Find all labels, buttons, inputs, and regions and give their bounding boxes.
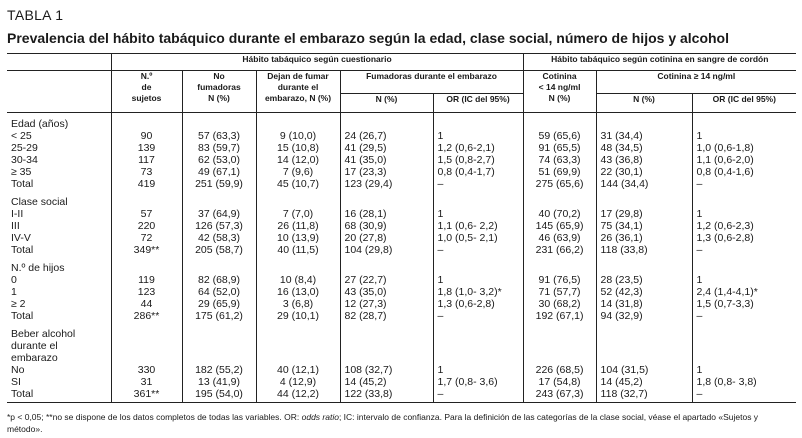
cell-cotinina-n: 144 (34,4) [596, 178, 692, 190]
header-cotinina-ge14: Cotinina ≥ 14 ng/ml [596, 71, 796, 94]
cell-cotinina-lt14: 243 (67,3) [523, 388, 596, 403]
cell-no-fumadoras: 42 (58,3) [182, 232, 256, 244]
row-label: III [11, 220, 20, 232]
cell-cotinina-or: – [692, 310, 796, 322]
table-row [7, 220, 796, 232]
cell-cotinina-n: 94 (32,9) [596, 310, 692, 322]
cell-cotinina-n: 22 (30,1) [596, 166, 692, 178]
row-label: 1 [11, 286, 17, 298]
cell-n-sujetos: 90 [111, 130, 182, 142]
cell-cotinina-lt14: 91 (65,5) [523, 142, 596, 154]
cell-fumadoras-n: 68 (30,9) [340, 220, 433, 232]
section-title: N.º de hijos [11, 262, 65, 274]
section-title-row [7, 340, 796, 352]
cell-cotinina-or: 1,3 (0,6-2,8) [692, 232, 796, 244]
cell-fumadoras-or: 1 [433, 208, 523, 220]
cell-n-sujetos: 286** [111, 310, 182, 322]
cell-fumadoras-or: 1 [433, 130, 523, 142]
cell-cotinina-lt14: 46 (63,9) [523, 232, 596, 244]
data-table [7, 53, 796, 403]
cell-no-fumadoras: 126 (57,3) [182, 220, 256, 232]
cell-cotinina-or: 1,2 (0,6-2,3) [692, 220, 796, 232]
table-row [7, 298, 796, 310]
table-footnote: *p < 0,05; **no se dispone de los datos completos de todas las variables. OR: odds ratio; IC: intervalo de confianza. Para la definición de las categorías de la clase social, véase el apartado «Sujetos y método». [7, 412, 759, 434]
table-row [7, 154, 796, 166]
table-row [7, 274, 796, 286]
cell-cotinina-or: – [692, 178, 796, 190]
cell-dejan-de-fumar: 40 (11,5) [256, 244, 340, 256]
table-row [7, 388, 796, 403]
cell-dejan-de-fumar: 26 (11,8) [256, 220, 340, 232]
cell-fumadoras-n: 17 (23,3) [340, 166, 433, 178]
cell-fumadoras-or: 1,7 (0,8- 3,6) [433, 376, 523, 388]
cell-dejan-de-fumar: 29 (10,1) [256, 310, 340, 322]
cell-n-sujetos: 119 [111, 274, 182, 286]
cell-dejan-de-fumar: 7 (9,6) [256, 166, 340, 178]
row-label: Total [11, 178, 34, 190]
cell-fumadoras-n: 12 (27,3) [340, 298, 433, 310]
table-label: TABLA 1 [7, 7, 64, 23]
cell-n-sujetos: 117 [111, 154, 182, 166]
cell-n-sujetos: 31 [111, 376, 182, 388]
row-label: 0 [11, 274, 17, 286]
table-row [7, 130, 796, 142]
cell-cotinina-or: 0,8 (0,4-1,6) [692, 166, 796, 178]
cell-dejan-de-fumar: 4 (12,9) [256, 376, 340, 388]
cell-fumadoras-or: – [433, 310, 523, 322]
cell-fumadoras-n: 27 (22,7) [340, 274, 433, 286]
row-label: Total [7, 388, 111, 403]
cell-fumadoras-or: 1 [433, 274, 523, 286]
header-blank [7, 54, 111, 71]
cell-cotinina-lt14: 275 (65,6) [523, 178, 596, 190]
cell-dejan-de-fumar: 9 (10,0) [256, 130, 340, 142]
cell-fumadoras-n: 16 (28,1) [340, 208, 433, 220]
cell-no-fumadoras: 251 (59,9) [182, 178, 256, 190]
cell-cotinina-lt14: 51 (69,9) [523, 166, 596, 178]
cell-cotinina-n: 31 (34,4) [596, 130, 692, 142]
table-row [7, 244, 796, 256]
header-no-fumadoras: No fumadoras N (%) [182, 71, 256, 113]
table-row [7, 232, 796, 244]
cell-dejan-de-fumar: 14 (12,0) [256, 154, 340, 166]
header-fumadoras-or: OR (IC del 95%) [433, 94, 523, 113]
row-label: I-II [11, 208, 24, 220]
cell-no-fumadoras: 205 (58,7) [182, 244, 256, 256]
cell-cotinina-n: 104 (31,5) [596, 364, 692, 376]
section-title: embarazo [11, 352, 58, 364]
cell-fumadoras-n: 122 (33,8) [340, 388, 433, 403]
header-dejan-de-fumar: Dejan de fumar durante el embarazo, N (%) [256, 71, 340, 113]
cell-fumadoras-or: 0,8 (0,4-1,7) [433, 166, 523, 178]
header-cotinina-lt14: Cotinina < 14 ng/ml N (%) [523, 71, 596, 113]
cell-cotinina-or: 1 [692, 364, 796, 376]
cell-fumadoras-or: 1,3 (0,6-2,8) [433, 298, 523, 310]
cell-fumadoras-n: 24 (26,7) [340, 130, 433, 142]
section-title: Beber alcohol [11, 328, 76, 340]
cell-n-sujetos: 419 [111, 178, 182, 190]
cell-n-sujetos: 139 [111, 142, 182, 154]
cell-cotinina-lt14: 40 (70,2) [523, 208, 596, 220]
cell-fumadoras-or: 1,2 (0,6-2,1) [433, 142, 523, 154]
row-label: Total [11, 244, 34, 256]
table-row [7, 178, 796, 190]
cell-cotinina-or: – [692, 388, 796, 403]
cell-cotinina-or: 2,4 (1,4-4,1)* [692, 286, 796, 298]
cell-n-sujetos: 361** [111, 388, 182, 403]
cell-dejan-de-fumar: 45 (10,7) [256, 178, 340, 190]
row-label: IV-V [11, 232, 31, 244]
cell-cotinina-lt14: 30 (68,2) [523, 298, 596, 310]
cell-fumadoras-or: 1,0 (0,5- 2,1) [433, 232, 523, 244]
cell-cotinina-lt14: 226 (68,5) [523, 364, 596, 376]
cell-cotinina-n: 118 (32,7) [596, 388, 692, 403]
cell-cotinina-n: 52 (42,3) [596, 286, 692, 298]
cell-n-sujetos: 72 [111, 232, 182, 244]
cell-cotinina-n: 26 (36,1) [596, 232, 692, 244]
section-title: Clase social [11, 196, 68, 208]
cell-no-fumadoras: 37 (64,9) [182, 208, 256, 220]
row-label: ≥ 2 [11, 298, 26, 310]
cell-dejan-de-fumar: 16 (13,0) [256, 286, 340, 298]
cell-cotinina-lt14: 74 (63,3) [523, 154, 596, 166]
table-title: Prevalencia del hábito tabáquico durante el embarazo según la edad, clase social, número de hijos y alcohol [7, 30, 729, 46]
cell-no-fumadoras: 182 (55,2) [182, 364, 256, 376]
cell-n-sujetos: 73 [111, 166, 182, 178]
cell-cotinina-lt14: 91 (76,5) [523, 274, 596, 286]
table-row [7, 208, 796, 220]
cell-cotinina-n: 14 (31,8) [596, 298, 692, 310]
cell-n-sujetos: 349** [111, 244, 182, 256]
cell-dejan-de-fumar: 10 (13,9) [256, 232, 340, 244]
cell-cotinina-lt14: 17 (54,8) [523, 376, 596, 388]
header-group-cotinine: Hábito tabáquico según cotinina en sangre de cordón [523, 54, 796, 71]
table-body [7, 113, 796, 403]
cell-cotinina-n: 14 (45,2) [596, 376, 692, 388]
row-label: 30-34 [11, 154, 38, 166]
table-row [7, 364, 796, 376]
cell-n-sujetos: 330 [111, 364, 182, 376]
cell-fumadoras-n: 14 (45,2) [340, 376, 433, 388]
section-title-row [7, 352, 796, 364]
cell-cotinina-n: 17 (29,8) [596, 208, 692, 220]
table-row [7, 166, 796, 178]
cell-fumadoras-or: 1,5 (0,8-2,7) [433, 154, 523, 166]
cell-dejan-de-fumar: 44 (12,2) [256, 388, 340, 403]
cell-n-sujetos: 44 [111, 298, 182, 310]
cell-fumadoras-n: 108 (32,7) [340, 364, 433, 376]
header-fumadoras: Fumadoras durante el embarazo [340, 71, 523, 94]
cell-cotinina-lt14: 59 (65,6) [523, 130, 596, 142]
cell-cotinina-n: 43 (36,8) [596, 154, 692, 166]
row-label: ≥ 35 [11, 166, 32, 178]
row-label: Total [11, 310, 34, 322]
cell-no-fumadoras: 62 (53,0) [182, 154, 256, 166]
cell-cotinina-n: 48 (34,5) [596, 142, 692, 154]
cell-fumadoras-or: – [433, 388, 523, 403]
cell-no-fumadoras: 29 (65,9) [182, 298, 256, 310]
header-n-sujetos: N.º de sujetos [111, 71, 182, 113]
header-group-questionnaire: Hábito tabáquico según cuestionario [111, 54, 523, 71]
section-title: Edad (años) [7, 113, 111, 131]
cell-fumadoras-n: 82 (28,7) [340, 310, 433, 322]
table-row [7, 142, 796, 154]
cell-cotinina-or: 1 [692, 274, 796, 286]
cell-n-sujetos: 123 [111, 286, 182, 298]
cell-cotinina-or: 1,5 (0,7-3,3) [692, 298, 796, 310]
row-label: < 25 [11, 130, 32, 142]
cell-fumadoras-or: 1,1 (0,6- 2,2) [433, 220, 523, 232]
row-label: No [11, 364, 25, 376]
cell-dejan-de-fumar: 3 (6,8) [256, 298, 340, 310]
section-title: durante el [11, 340, 58, 352]
row-label: SI [11, 376, 21, 388]
cell-fumadoras-n: 104 (29,8) [340, 244, 433, 256]
header-cotinina-or: OR (IC del 95%) [692, 94, 796, 113]
cell-fumadoras-n: 123 (29,4) [340, 178, 433, 190]
cell-cotinina-or: 1 [692, 130, 796, 142]
cell-dejan-de-fumar: 10 (8,4) [256, 274, 340, 286]
cell-cotinina-n: 28 (23,5) [596, 274, 692, 286]
cell-fumadoras-or: 1,8 (1,0- 3,2)* [433, 286, 523, 298]
cell-no-fumadoras: 57 (63,3) [182, 130, 256, 142]
cell-dejan-de-fumar: 40 (12,1) [256, 364, 340, 376]
cell-cotinina-or: 1,8 (0,8- 3,8) [692, 376, 796, 388]
cell-dejan-de-fumar: 15 (10,8) [256, 142, 340, 154]
table-row [7, 286, 796, 298]
section-title-row [7, 328, 796, 340]
cell-cotinina-or: 1,1 (0,6-2,0) [692, 154, 796, 166]
section-title-row [7, 113, 796, 131]
header-fumadoras-n: N (%) [340, 94, 433, 113]
cell-no-fumadoras: 83 (59,7) [182, 142, 256, 154]
section-title-row [7, 196, 796, 208]
cell-cotinina-n: 118 (33,8) [596, 244, 692, 256]
cell-n-sujetos: 57 [111, 208, 182, 220]
cell-cotinina-lt14: 71 (57,7) [523, 286, 596, 298]
cell-fumadoras-n: 41 (35,0) [340, 154, 433, 166]
cell-fumadoras-n: 43 (35,0) [340, 286, 433, 298]
cell-n-sujetos: 220 [111, 220, 182, 232]
cell-cotinina-lt14: 192 (67,1) [523, 310, 596, 322]
cell-cotinina-lt14: 145 (65,9) [523, 220, 596, 232]
cell-no-fumadoras: 64 (52,0) [182, 286, 256, 298]
cell-no-fumadoras: 13 (41,9) [182, 376, 256, 388]
cell-cotinina-or: – [692, 244, 796, 256]
cell-no-fumadoras: 82 (68,9) [182, 274, 256, 286]
cell-fumadoras-or: 1 [433, 364, 523, 376]
cell-dejan-de-fumar: 7 (7,0) [256, 208, 340, 220]
cell-cotinina-lt14: 231 (66,2) [523, 244, 596, 256]
cell-fumadoras-or: – [433, 244, 523, 256]
table-row [7, 376, 796, 388]
cell-fumadoras-n: 41 (29,5) [340, 142, 433, 154]
cell-no-fumadoras: 49 (67,1) [182, 166, 256, 178]
cell-no-fumadoras: 175 (61,2) [182, 310, 256, 322]
cell-cotinina-or: 1,0 (0,6-1,8) [692, 142, 796, 154]
section-title-row [7, 262, 796, 274]
cell-fumadoras-or: – [433, 178, 523, 190]
table-row [7, 310, 796, 322]
row-label: 25-29 [11, 142, 38, 154]
header-cotinina-n: N (%) [596, 94, 692, 113]
cell-fumadoras-n: 20 (27,8) [340, 232, 433, 244]
cell-cotinina-n: 75 (34,1) [596, 220, 692, 232]
cell-cotinina-or: 1 [692, 208, 796, 220]
cell-no-fumadoras: 195 (54,0) [182, 388, 256, 403]
